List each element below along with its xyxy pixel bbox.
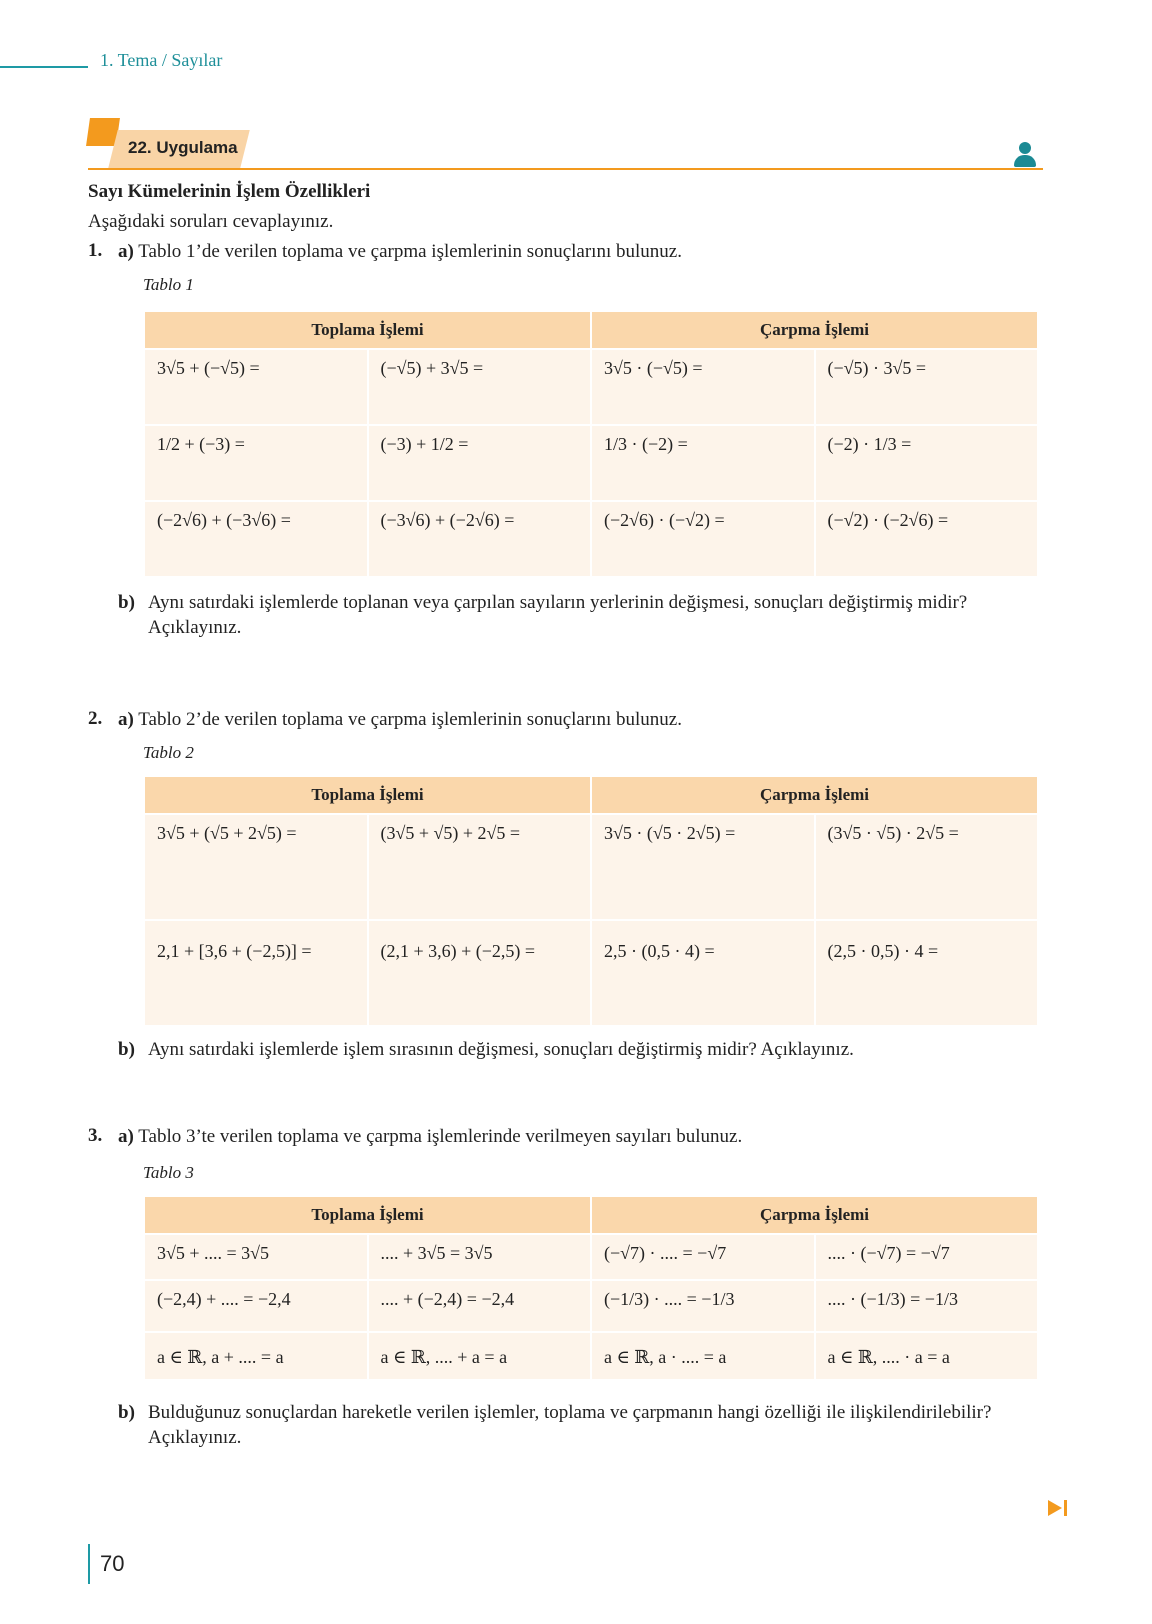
table2-cell: 2,5 · (0,5 · 4) = <box>592 919 814 1025</box>
table3-cell: .... + 3√5 = 3√5 <box>369 1233 591 1279</box>
table1-cell: 3√5 · (−√5) = <box>592 348 814 424</box>
table1-cell: 3√5 + (−√5) = <box>145 348 367 424</box>
table2-header-multiplication: Çarpma İşlemi <box>592 777 1037 813</box>
table1-cell: (−2) · 1/3 = <box>816 424 1038 500</box>
table1-cell: (−√2) · (−2√6) = <box>816 500 1038 576</box>
page-number: 70 <box>100 1551 125 1576</box>
table2-cell: (3√5 + √5) + 2√5 = <box>369 813 591 919</box>
table2-caption: Tablo 2 <box>143 743 194 762</box>
breadcrumb-rule <box>0 66 88 68</box>
table3-cell: a ∈ ℝ, a + .... = a <box>145 1331 367 1379</box>
table3-cell: 3√5 + .... = 3√5 <box>145 1233 367 1279</box>
section-label: 22. Uygulama <box>128 138 238 157</box>
table1-header-multiplication: Çarpma İşlemi <box>592 312 1037 348</box>
q2-b: b) Aynı satırdaki işlemlerde işlem sırasının değişmesi, sonuçları değiştirmiş midir? Açıklayınız. <box>118 1039 854 1060</box>
table1-cell: (−√5) + 3√5 = <box>369 348 591 424</box>
q1-b: b) Aynı satırdaki işlemlerde toplanan veya çarpılan sayıların yerlerinin değişmesi, sonuçları değiştirmiş midir? Açıklayınız. <box>118 592 968 638</box>
table1-cell: (−√5) · 3√5 = <box>816 348 1038 424</box>
table1-cell: (−3√6) + (−2√6) = <box>369 500 591 576</box>
table2-cell: (2,5 · 0,5) · 4 = <box>816 919 1038 1025</box>
table3-cell: (−1/3) · .... = −1/3 <box>592 1279 814 1331</box>
table2-cell: 3√5 + (√5 + 2√5) = <box>145 813 367 919</box>
breadcrumb-text: 1. Tema / Sayılar <box>100 50 223 70</box>
table3-cell: (−2,4) + .... = −2,4 <box>145 1279 367 1331</box>
table3-cell: a ∈ ℝ, .... · a = a <box>816 1331 1038 1379</box>
next-page-icon[interactable] <box>1048 1500 1070 1516</box>
table1-cell: (−3) + 1/2 = <box>369 424 591 500</box>
table3-cell: (−√7) · .... = −√7 <box>592 1233 814 1279</box>
table3-cell: .... · (−√7) = −√7 <box>816 1233 1038 1279</box>
breadcrumb <box>0 50 400 74</box>
table3-cell: a ∈ ℝ, .... + a = a <box>369 1331 591 1379</box>
table2-cell: (3√5 · √5) · 2√5 = <box>816 813 1038 919</box>
table2-header-addition: Toplama İşlemi <box>145 777 590 813</box>
page-number-rule <box>88 1544 90 1584</box>
q1-a: a) Tablo 1’de verilen toplama ve çarpma işlemlerinin sonuçlarını bulunuz. <box>118 241 682 262</box>
table3-cell: .... + (−2,4) = −2,4 <box>369 1279 591 1331</box>
table2-cell: 3√5 · (√5 · 2√5) = <box>592 813 814 919</box>
table3-caption: Tablo 3 <box>143 1163 194 1182</box>
table1-cell: 1/2 + (−3) = <box>145 424 367 500</box>
table3-header-multiplication: Çarpma İşlemi <box>592 1197 1037 1233</box>
q3-number: 3. <box>88 1125 103 1146</box>
page-title: Sayı Kümelerinin İşlem Özellikleri <box>88 181 371 202</box>
q2-number: 2. <box>88 708 103 729</box>
table-3 <box>143 1197 1039 1379</box>
table3-cell: .... · (−1/3) = −1/3 <box>816 1279 1038 1331</box>
table2-cell: (2,1 + 3,6) + (−2,5) = <box>369 919 591 1025</box>
table1-caption: Tablo 1 <box>143 275 194 294</box>
section-rule <box>88 168 1043 170</box>
q1-number: 1. <box>88 240 103 261</box>
q3-b: b) Bulduğunuz sonuçlardan hareketle verilen işlemler, toplama ve çarpmanın hangi özelliği ile ilişkilendirilebilir? Açıklayınız. <box>118 1402 992 1448</box>
table-2 <box>143 777 1039 1025</box>
section-header <box>88 118 1043 172</box>
q3-a: a) Tablo 3’te verilen toplama ve çarpma işlemlerinde verilmeyen sayıları bulunuz. <box>118 1126 743 1147</box>
table1-cell: (−2√6) + (−3√6) = <box>145 500 367 576</box>
table2-cell: 2,1 + [3,6 + (−2,5)] = <box>145 919 367 1025</box>
user-icon <box>1013 142 1037 168</box>
table3-cell: a ∈ ℝ, a · .... = a <box>592 1331 814 1379</box>
table1-cell: 1/3 · (−2) = <box>592 424 814 500</box>
q2-a: a) Tablo 2’de verilen toplama ve çarpma işlemlerinin sonuçlarını bulunuz. <box>118 709 682 730</box>
table1-header-addition: Toplama İşlemi <box>145 312 590 348</box>
table3-header-addition: Toplama İşlemi <box>145 1197 590 1233</box>
table-1 <box>143 312 1039 576</box>
intro-text: Aşağıdaki soruları cevaplayınız. <box>88 211 334 232</box>
table1-cell: (−2√6) · (−√2) = <box>592 500 814 576</box>
